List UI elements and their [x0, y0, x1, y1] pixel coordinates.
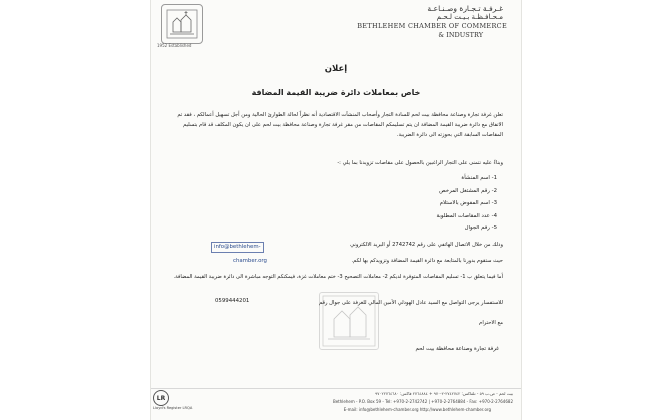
inquiry-paragraph: للاستفسار يرجى التواصل مع السيد عادل الهودلي الأمين المالي للغرفة على جوال رقم	[319, 300, 503, 306]
footer-address-arabic: بيت لحم - ص.ب ٥٩ - تلفاكس: ٢٧٤٢٧٤٢-٢-٩٧٠ + ٢٧٦٤٨٨٤ فاكس: ٩٧٠٢٢٧٦٤٦٨٠	[375, 391, 513, 396]
regards-line: مع الاحترام	[479, 320, 503, 326]
footer-divider	[151, 388, 521, 389]
list-item: 3- اسم المفوض بالاستلام	[439, 200, 497, 206]
lloyds-register-logo: LR	[153, 390, 169, 406]
chamber-logo	[161, 4, 203, 44]
list-item: 2- رقم المشتغل المرخص	[439, 187, 497, 194]
established-year: 1952 Established	[157, 43, 192, 48]
contact-paragraph: وذلك من خلال الاتصال الهاتفي على رقم 2742742 أو البريد الالكتروني	[350, 242, 503, 248]
email-link[interactable]: info@bethlehem-	[211, 242, 264, 253]
contact-phone: 0599444201	[215, 298, 250, 304]
announcement-title: إعلان	[324, 64, 348, 74]
signature-line: غرفة تجارة وصناعة محافظة بيت لحم	[415, 346, 499, 352]
required-info-list	[297, 175, 497, 238]
intro-paragraph: تعلن غرفة تجارة وصناعة محافظة بيت لحم للسادة التجار وأصحاب المنشآت الاقتصادية أنه نظراً لحالة الطوارئ الحالية ومن أجل تسهيل أعمالكم ، فقد تم الاتفاق مع دائرة ضريبة القيمة المضافة ان يتم تسليمكم المقاصات من مقر غرفة تجارة وصناعة محافظة بيت لحم على ان يكون المكلف قد قام بتسليم المقاصات السابقة التي بحوزته الى دائرة الضريبة.	[177, 112, 503, 138]
chamber-name-english: BETHLEHEM CHAMBER OF COMMERCE	[357, 22, 507, 30]
request-line: وبناءً عليه نتمنى على التجار الراغبين بالحصول على مقاصات تزويدنا بما يلي :-	[337, 160, 503, 166]
chamber-name-arabic: غـرفـة تـجـارة وصـنـاعـة	[427, 4, 503, 13]
church-emblem-icon	[165, 8, 199, 40]
announcement-subtitle: خاص بمعاملات دائرة ضريبة القيمة المضافة	[251, 88, 421, 97]
list-item: 5- رقم الجوال	[464, 225, 497, 231]
email-domain-link[interactable]: chamber.org	[233, 258, 267, 264]
lloyds-register-caption: Lloyd's Register LRQA	[153, 406, 193, 410]
letterhead	[151, 0, 521, 52]
list-item: 1- اسم المنشأة	[461, 175, 497, 181]
list-item: 4- عدد المقاصات المطلوبة	[436, 212, 497, 219]
footer-address-english: Bethlehem - P.O. Box 59 - Tel: +970-2-2742742 | +970-2-2764884 - Fax: +970-2-2764682	[332, 399, 513, 404]
footer-email-web[interactable]: E-mail: info@bethlehem-chamber.org http://www.bethlehem-chamber.org	[343, 407, 491, 412]
letter-page	[150, 0, 522, 420]
chamber-name-english-2: & INDUSTRY	[438, 31, 483, 39]
contact-paragraph-2: حيث ستقوم بدورنا بالمتابعة مع دائرة القيمة المضافة وتزويدكم بها لكم.	[351, 258, 503, 264]
governorate-name-arabic: مـحـافـظـة بـيـت لـحـم	[436, 13, 503, 21]
note-paragraph: أما فيما يتعلق ب 1- تسليم المقاصات المتوفرة لديكم 2- معاملات التصحيح 3- ختم معاملات غزة، فيمكنكم التوجه مباشرة الى دائرة ضريبة القيمة المضافة.	[173, 274, 503, 280]
